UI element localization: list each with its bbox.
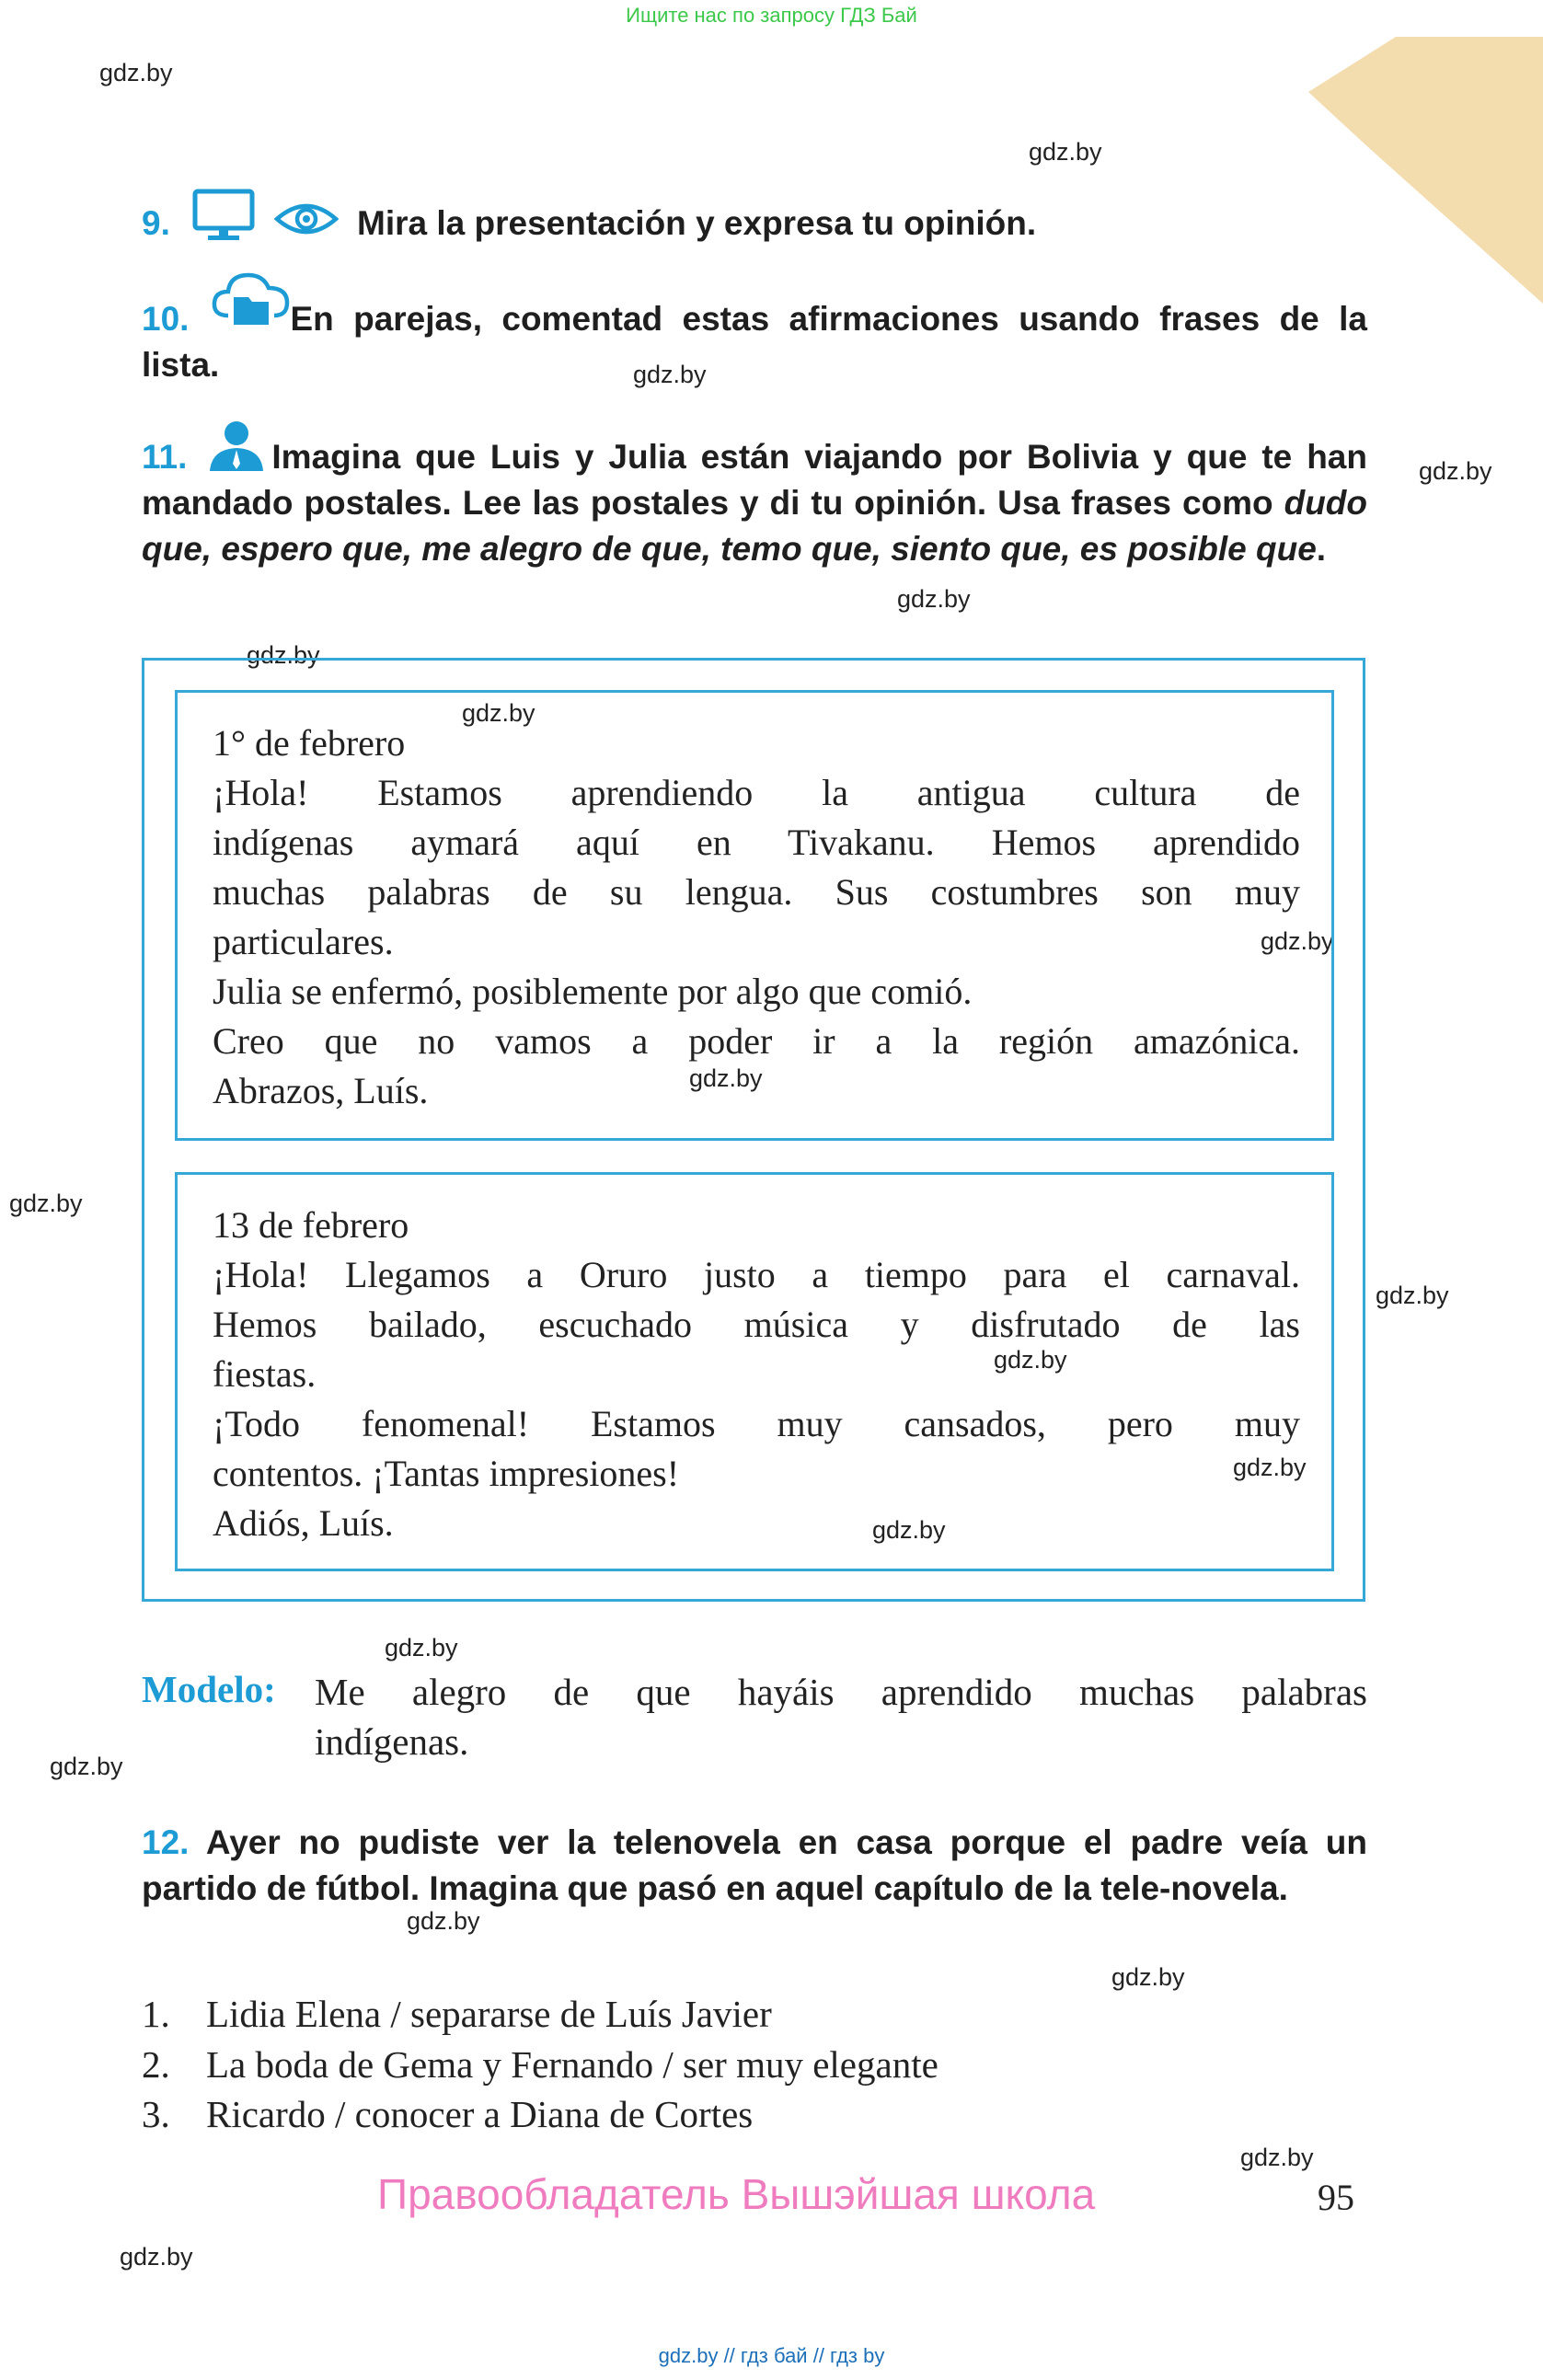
modelo-example [315, 1667, 1367, 1766]
task11-number: 11. [142, 438, 188, 476]
postcard-line: fiestas. [213, 1353, 317, 1395]
corner-decoration [1267, 0, 1543, 304]
footer-links[interactable]: gdz.by // гдз бай // гдз by [658, 2344, 885, 2367]
list-item [142, 1992, 772, 2036]
modelo-line: indígenas. [315, 1720, 469, 1763]
task10 [142, 296, 1367, 388]
task11-end: . [1316, 530, 1327, 568]
postcard-line: ¡Hola! Llegamos a Oruro justo a tiempo para el carnaval. [213, 1254, 1300, 1295]
list-text: Ricardo / conocer a Diana de Cortes [206, 2093, 754, 2135]
postcard-date: 13 de febrero [213, 1204, 409, 1246]
task10-number: 10. [142, 300, 190, 338]
task12 [142, 1820, 1367, 1912]
watermark: gdz.by [1261, 927, 1334, 955]
postcard-2 [175, 1172, 1334, 1571]
watermark: gdz.by [994, 1346, 1067, 1374]
postcard-line: Julia se enfermó, posiblemente por algo que comió. [213, 971, 973, 1012]
watermark: gdz.by [689, 1064, 763, 1092]
postcard-line: Creo que no vamos a poder ir a la región amazónica. [213, 1020, 1300, 1062]
list-number: 3. [142, 2093, 170, 2135]
watermark: gdz.by [385, 1634, 458, 1661]
task9-text: Mira la presentación y expresa tu opinión. [357, 204, 1037, 242]
watermark: gdz.by [247, 641, 320, 669]
modelo-label: Modelo: [142, 1668, 276, 1710]
modelo-line: Me alegro de que hayáis aprendido muchas palabras [315, 1671, 1367, 1713]
watermark: gdz.by [1029, 138, 1102, 166]
task9-number: 9. [142, 204, 170, 242]
postcard-line: Hemos bailado, escuchado música y disfrutado de las [213, 1304, 1300, 1345]
list-item [142, 2092, 753, 2136]
postcard-line: Adiós, Luís. [213, 1502, 394, 1544]
postcard-line: indígenas aymará aquí en Tivakanu. Hemos aprendido [213, 822, 1300, 863]
watermark: gdz.by [1233, 1454, 1307, 1481]
list-item [142, 2042, 938, 2087]
watermark: gdz.by [407, 1907, 480, 1935]
watermark: gdz.by [120, 2243, 193, 2271]
postcard-line: Abrazos, Luís. [213, 1070, 429, 1111]
watermark: gdz.by [1376, 1282, 1449, 1309]
watermark: gdz.by [99, 59, 173, 86]
list-number: 1. [142, 1993, 170, 2035]
task11-phrases: dudo que, espero que, me alegro de que, temo que, siento que, es posible que [142, 484, 1367, 568]
postcard-line: ¡Hola! Estamos aprendiendo la antigua cultura de [213, 772, 1300, 813]
list-text: La boda de Gema y Fernando / ser muy elegante [206, 2043, 938, 2086]
watermark: gdz.by [1419, 457, 1492, 485]
watermark: gdz.by [9, 1190, 83, 1217]
postcard-2-text [213, 1201, 1300, 1548]
watermark: gdz.by [1240, 2144, 1314, 2171]
postcard-1 [175, 690, 1334, 1141]
watermark: gdz.by [897, 585, 971, 613]
postcard-line: ¡Todo fenomenal! Estamos muy cansados, pero muy [213, 1403, 1300, 1444]
task11-text: Imagina que Luis y Julia están viajando por Bolivia y que te han mandado postales. Lee las postales y di tu opinión. Usa frases como [142, 438, 1367, 522]
watermark: gdz.by [1111, 1963, 1185, 1991]
task12-text: Ayer no pudiste ver la telenovela en casa porque el padre veía un partido de fútbol. Imagina que pasó en aquel capítulo de la tele-novela. [142, 1823, 1367, 1907]
page-number: 95 [1318, 2177, 1354, 2218]
watermark: gdz.by [50, 1753, 123, 1780]
monitor-icon [191, 189, 256, 242]
copyright-owner: Правообладатель Вышэйшая школа [377, 2170, 1096, 2218]
task11 [142, 434, 1367, 572]
list-number: 2. [142, 2043, 170, 2086]
list-text: Lidia Elena / separarse de Luís Javier [206, 1993, 772, 2035]
top-banner[interactable]: Ищите нас по запросу ГДЗ Бай [626, 4, 917, 27]
task12-number: 12. [142, 1823, 190, 1861]
postcard-line: particulares. [213, 921, 394, 962]
postcard-1-text [213, 719, 1300, 1116]
eye-icon [274, 201, 339, 237]
postcard-line: muchas palabras de su lengua. Sus costumbres son muy [213, 871, 1300, 913]
task10-text: En parejas, comentad estas afirmaciones usando frases de la lista. [142, 300, 1367, 384]
postcard-date: 1° de febrero [213, 722, 406, 764]
watermark: gdz.by [462, 699, 535, 727]
watermark: gdz.by [633, 361, 707, 388]
postcard-line: contentos. ¡Tantas impresiones! [213, 1453, 680, 1494]
watermark: gdz.by [872, 1516, 946, 1544]
